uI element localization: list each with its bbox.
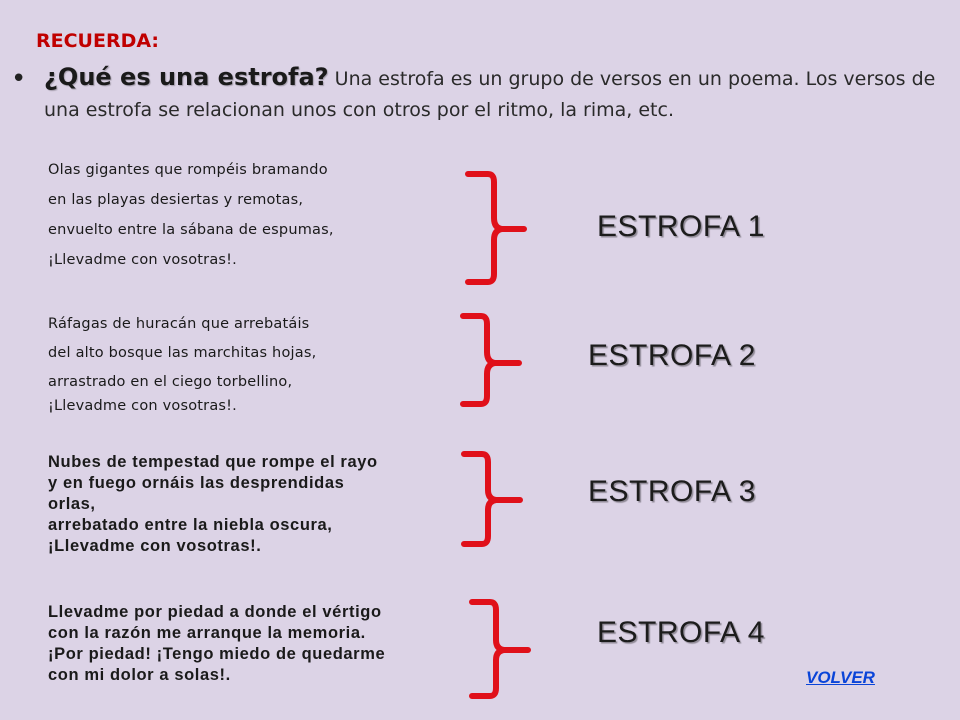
stanza-4-text [48,602,385,686]
verse-line: arrebatado entre la niebla oscura, [48,516,333,534]
verse-line: Nubes de tempestad que rompe el rayo [48,453,378,471]
stanza-2-brace-icon [457,310,527,410]
verse-line: Olas gigantes que rompéis bramando [48,162,328,178]
verse-line: con la razón me arranque la memoria. [48,624,366,642]
volver-link[interactable]: VOLVER [806,668,875,687]
verse-line: y en fuego ornáis las desprendidas [48,474,345,492]
verse-line: ¡Llevadme con vosotras!. [48,252,237,268]
verse-line: del alto bosque las marchitas hojas, [48,345,317,361]
verse-line: ¡Llevadme con vosotras!. [48,537,262,555]
stanza-1-label: ESTROFA 1 [597,210,765,243]
verse-line: con mi dolor a solas!. [48,666,231,684]
verse-line: orlas, [48,495,96,513]
stanza-3-text [48,452,378,557]
stanza-3-label: ESTROFA 3 [588,475,756,508]
stanza-2-text [48,312,316,423]
definition-paragraph [44,62,944,126]
stanza-1-brace-icon [462,168,532,288]
stanza-2-label: ESTROFA 2 [588,339,756,372]
definition-question: ¿Qué es una estrofa? [44,63,329,91]
stanza-1-text [48,158,334,278]
verse-line: arrastrado en el ciego torbellino, [48,374,293,390]
definition-answer: Una estrofa es un grupo de versos en un poema. Los versos de una estrofa se relacionan unos con otros por el ritmo, la rima, etc. [44,68,936,121]
verse-line: ¡Llevadme con vosotras!. [48,398,237,414]
bullet-icon: • [11,64,27,94]
verse-line: en las playas desiertas y remotas, [48,192,304,208]
verse-line: Ráfagas de huracán que arrebatáis [48,316,310,332]
stanza-3-brace-icon [458,448,528,550]
stanza-4-label: ESTROFA 4 [597,616,765,649]
stanza-4-brace-icon [466,596,536,702]
verse-line: ¡Por piedad! ¡Tengo miedo de quedarme [48,645,386,663]
recuerda-heading: RECUERDA: [36,30,160,52]
verse-line: envuelto entre la sábana de espumas, [48,222,334,238]
verse-line: Llevadme por piedad a donde el vértigo [48,603,382,621]
